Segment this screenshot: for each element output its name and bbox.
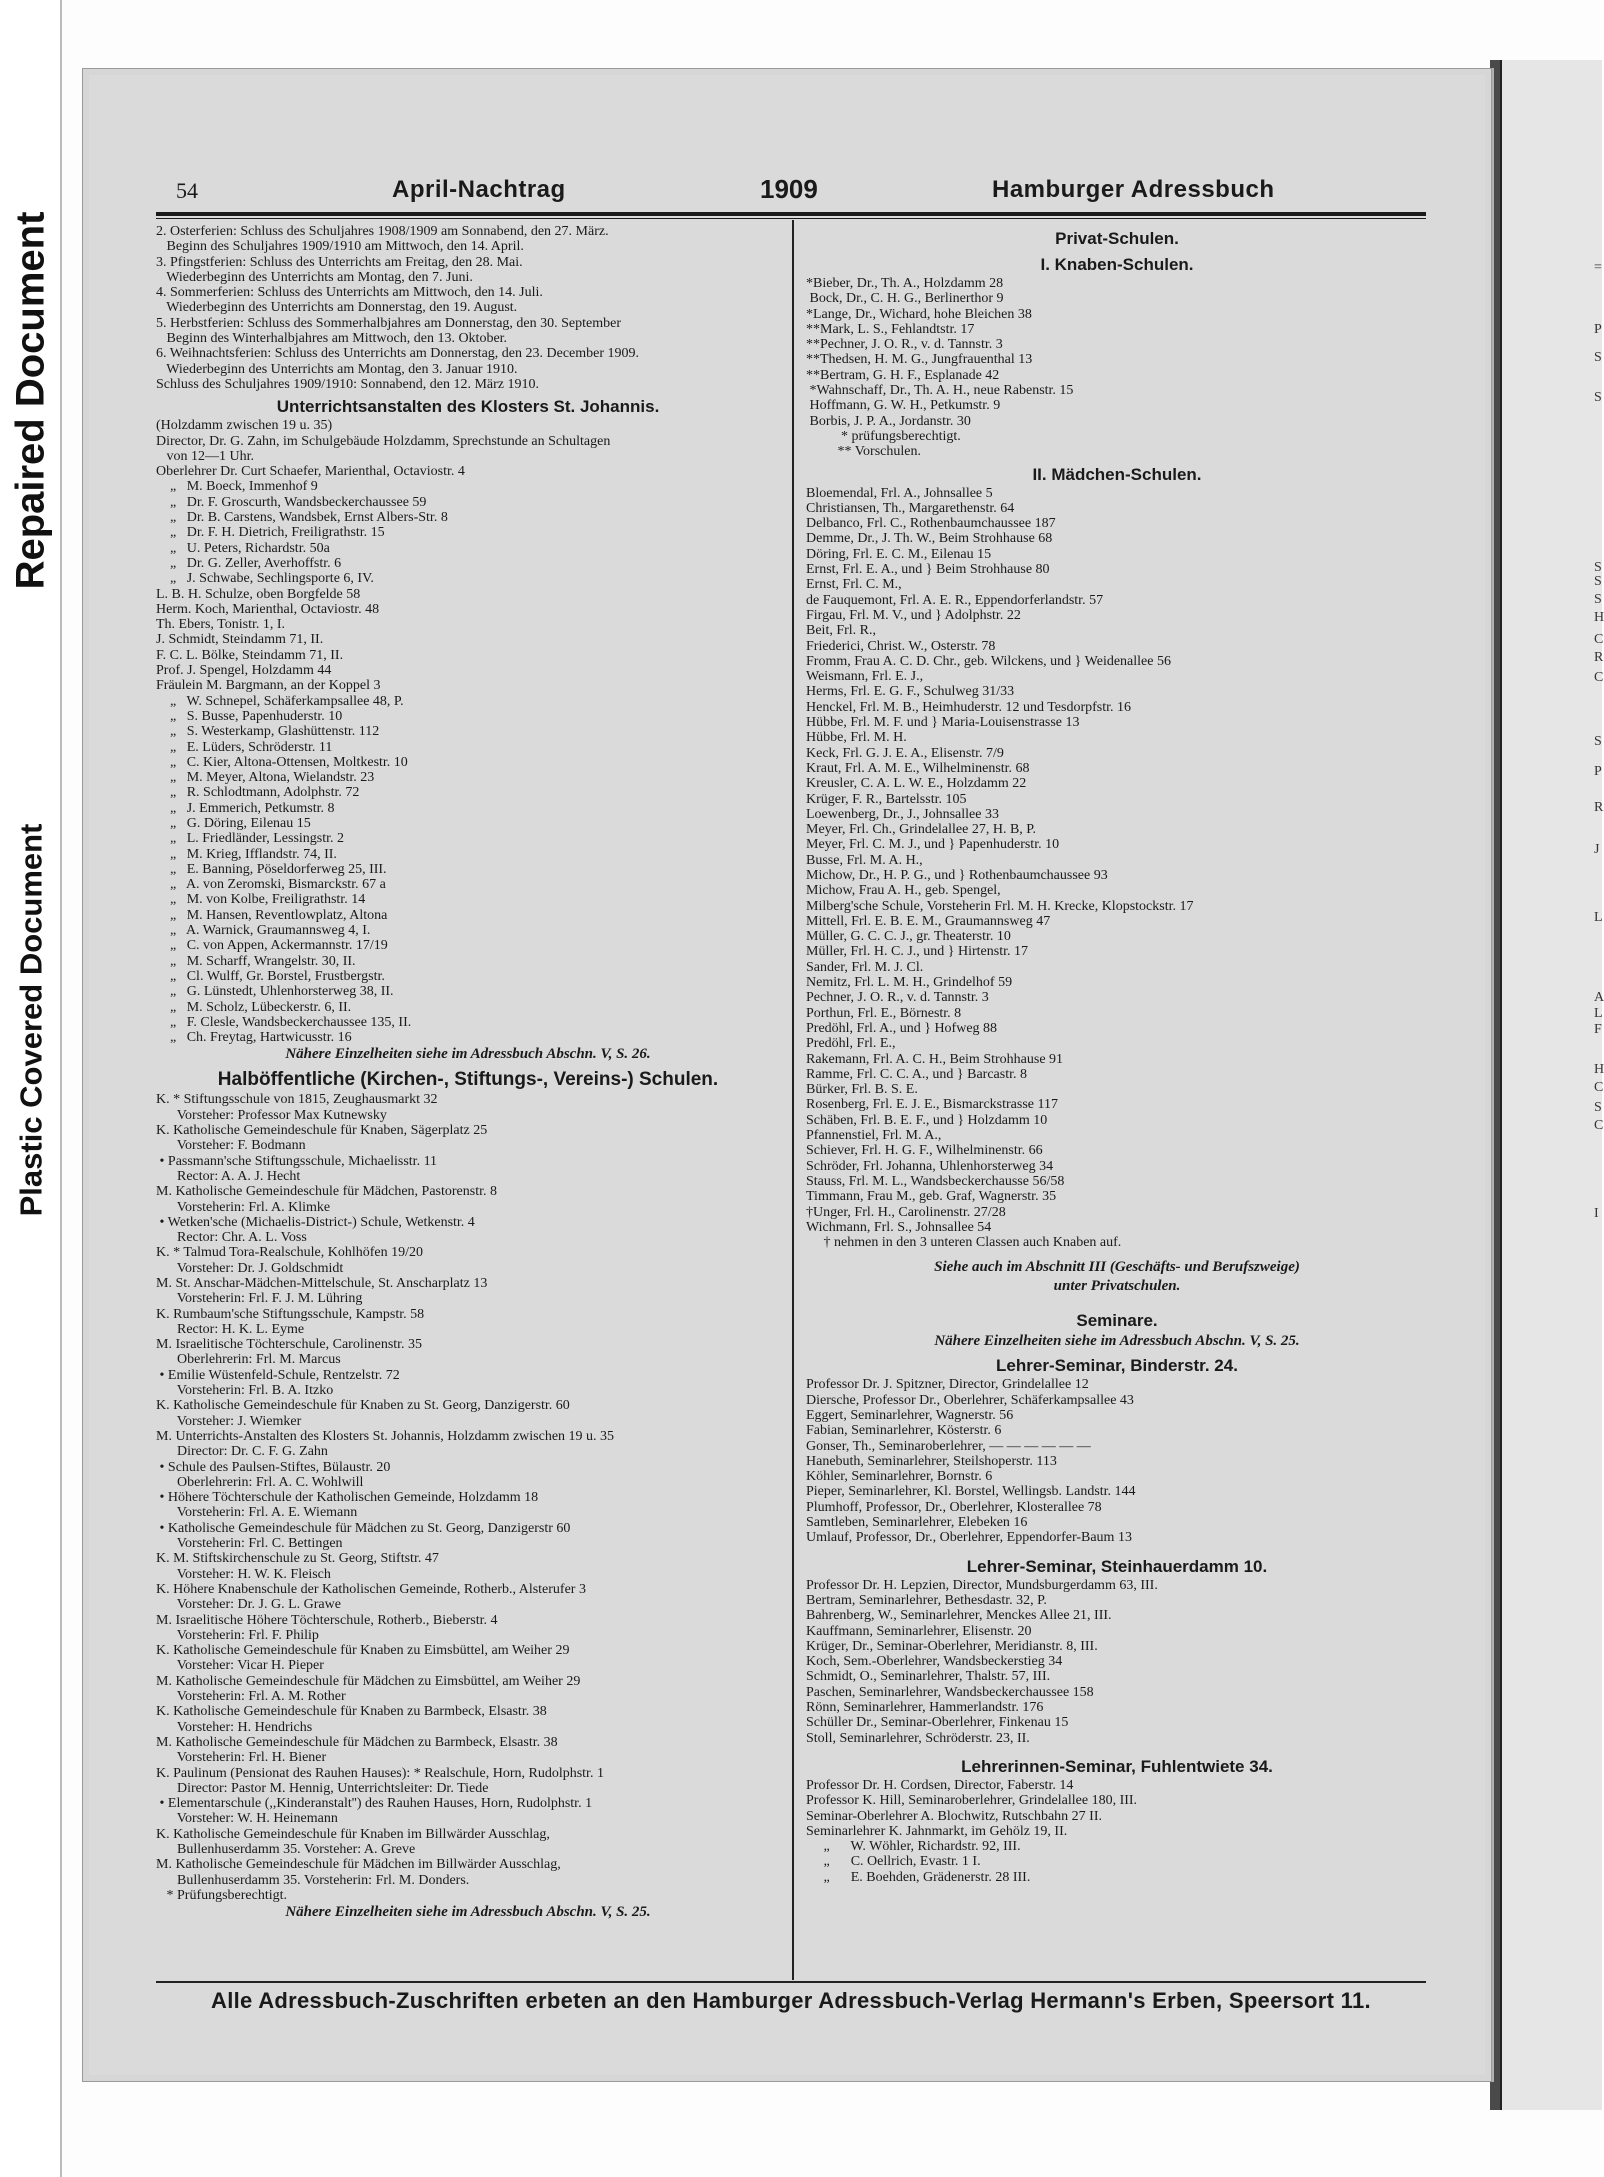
list-line: „ S. Westerkamp, Glashüttenstr. 112 bbox=[156, 724, 380, 740]
halboff-note: Nähere Einzelheiten siehe im Adressbuch Abschn. V, S. 25. bbox=[285, 1904, 651, 1921]
list-line: K. * Talmud Tora-Realschule, Kohlhöfen 19/20 bbox=[156, 1245, 423, 1261]
list-line: de Fauquemont, Frl. A. E. R., Eppendorferlandstr. 57 bbox=[806, 592, 1104, 608]
maedchen-list bbox=[806, 486, 1428, 1251]
list-line: Delbanco, Frl. C., Rothenbaumchaussee 187 bbox=[806, 516, 1056, 532]
list-line: L. B. H. Schulze, oben Borgfelde 58 bbox=[156, 586, 361, 602]
list-line: Meyer, Frl. Ch., Grindelallee 27, H. B, P. bbox=[806, 822, 1037, 838]
list-line: • Emilie Wüstenfeld-Schule, Rentzelstr. 72 bbox=[156, 1367, 400, 1383]
list-line: Predöhl, Frl. A., und } Hofweg 88 bbox=[806, 1020, 998, 1036]
list-line: „ M. Krieg, Ifflandstr. 74, II. bbox=[156, 846, 337, 862]
list-line: Vorsteherin: Frl. F. J. M. Lühring bbox=[156, 1291, 363, 1307]
list-line: K. * Stiftungsschule von 1815, Zeughausmarkt 32 bbox=[156, 1092, 438, 1108]
list-line: „ Dr. F. Groscurth, Wandsbeckerchaussee 59 bbox=[156, 494, 427, 510]
johannis-heading: Unterrichtsanstalten des Klosters St. Johannis. bbox=[276, 397, 660, 417]
list-line: *Bieber, Dr., Th. A., Holzdamm 28 bbox=[806, 276, 1004, 291]
list-line: Oberlehrer Dr. Curt Schaefer, Marienthal, Octaviostr. 4 bbox=[156, 464, 465, 480]
list-line: M. St. Anschar-Mädchen-Mittelschule, St. Anscharplatz 13 bbox=[156, 1276, 488, 1291]
list-line: Vorsteher: F. Bodmann bbox=[156, 1138, 306, 1154]
list-line: „ Ch. Freytag, Hartwicusstr. 16 bbox=[156, 1030, 352, 1046]
list-line: • Schule des Paulsen-Stiftes, Bülaustr. 20 bbox=[156, 1459, 391, 1475]
list-line: Vorsteherin: Frl. B. A. Itzko bbox=[156, 1383, 334, 1399]
list-line: „ M. Meyer, Altona, Wielandstr. 23 bbox=[156, 770, 375, 786]
list-line: „ M. Scharff, Wrangelstr. 30, II. bbox=[156, 953, 356, 969]
list-line: Schluss des Schuljahres 1909/1910: Sonnabend, den 12. März 1910. bbox=[156, 376, 540, 392]
header-rule-thin bbox=[156, 218, 1426, 219]
list-line: Vorsteher: W. H. Heinemann bbox=[156, 1811, 338, 1827]
privat-heading: Privat-Schulen. bbox=[1055, 229, 1179, 248]
list-line: „ Cl. Wulff, Gr. Borstel, Frustbergstr. bbox=[156, 968, 385, 984]
list-line: Hanebuth, Seminarlehrer, Steilshoperstr. 113 bbox=[806, 1453, 1057, 1469]
list-line: F. C. L. Bölke, Steindamm 71, II. bbox=[156, 647, 344, 663]
list-line: • Wetken'sche (Michaelis-District-) Schule, Wetkenstr. 4 bbox=[156, 1214, 475, 1230]
list-line: „ R. Schlodtmann, Adolphstr. 72 bbox=[156, 785, 360, 801]
list-line: K. Paulinum (Pensionat des Rauhen Hauses): * Realschule, Horn, Rudolphstr. 1 bbox=[156, 1765, 604, 1781]
list-line: Vorsteher: Vicar H. Pieper bbox=[156, 1658, 324, 1674]
list-line: Fabian, Seminarlehrer, Kösterstr. 6 bbox=[806, 1423, 1002, 1439]
list-line: „ L. Friedländer, Lessingstr. 2 bbox=[156, 831, 345, 847]
book-title: Hamburger Adressbuch bbox=[992, 176, 1275, 203]
list-line: „ J. Emmerich, Petkumstr. 8 bbox=[156, 800, 335, 816]
adjacent-page-fragment: R bbox=[1594, 800, 1604, 815]
adjacent-page-fragment: S bbox=[1594, 350, 1602, 365]
halboff-list bbox=[156, 1092, 780, 1903]
list-line: Samtleben, Seminarlehrer, Elebeken 16 bbox=[806, 1515, 1028, 1531]
list-line: Vorsteherin: Frl. C. Bettingen bbox=[156, 1536, 343, 1552]
page-number: 54 bbox=[176, 178, 198, 203]
adjacent-page-fragment: P bbox=[1594, 322, 1602, 337]
list-line: Vorsteher: Professor Max Kutnewsky bbox=[156, 1107, 387, 1123]
list-line: Umlauf, Professor, Dr., Oberlehrer, Eppendorfer-Baum 13 bbox=[806, 1530, 1132, 1546]
list-line: „ W. Wöhler, Richardstr. 92, III. bbox=[806, 1839, 1021, 1855]
list-line: Ernst, Frl. C. M., bbox=[806, 577, 902, 593]
list-line: * Prüfungsberechtigt. bbox=[156, 1887, 288, 1903]
adjacent-page-fragment: H bbox=[1594, 610, 1604, 625]
list-line: Director: Dr. C. F. G. Zahn bbox=[156, 1444, 328, 1460]
list-line: Weismann, Frl. E. J., bbox=[806, 669, 924, 685]
list-line: Predöhl, Frl. E., bbox=[806, 1036, 896, 1052]
list-line: Pechner, J. O. R., v. d. Tannstr. 3 bbox=[806, 990, 989, 1006]
list-line: Vorsteherin: Frl. A. M. Rother bbox=[156, 1689, 346, 1705]
list-line: Director: Pastor M. Hennig, Unterrichtsleiter: Dr. Tiede bbox=[156, 1780, 489, 1796]
repaired-document-text: Repaired Document bbox=[8, 211, 53, 589]
adjacent-page-fragment: A bbox=[1594, 990, 1604, 1005]
list-line: Vorsteher: J. Wiemker bbox=[156, 1413, 302, 1429]
list-line: Schäben, Frl. B. E. F., und } Holzdamm 10 bbox=[806, 1112, 1048, 1128]
list-line: Vorsteherin: Frl. H. Biener bbox=[156, 1750, 327, 1766]
page-title: April-Nachtrag bbox=[392, 176, 566, 203]
list-line: Bürker, Frl. B. S. E. bbox=[806, 1082, 918, 1098]
list-line: Vorsteher: H. W. K. Fleisch bbox=[156, 1566, 331, 1582]
list-line: 4. Sommerferien: Schluss des Unterrichts am Mittwoch, den 14. Juli. bbox=[156, 285, 543, 301]
list-line: „ M. Boeck, Immenhof 9 bbox=[156, 479, 318, 495]
lehrerinnen-heading: Lehrerinnen-Seminar, Fuhlentwiete 34. bbox=[961, 1756, 1273, 1776]
list-line: **Pechner, J. O. R., v. d. Tannstr. 3 bbox=[806, 337, 1003, 353]
list-line: Rosenberg, Frl. E. J. E., Bismarckstrasse 117 bbox=[806, 1097, 1058, 1113]
list-line: **Bertram, G. H. F., Esplanade 42 bbox=[806, 367, 1000, 383]
list-line: Michow, Frau A. H., geb. Spengel, bbox=[806, 883, 1001, 899]
adjacent-page-fragment: H bbox=[1594, 1062, 1604, 1077]
list-line: Th. Ebers, Tonistr. 1, I. bbox=[156, 617, 286, 633]
adjacent-page-fragment: L bbox=[1594, 910, 1603, 925]
lehrer1-heading: Lehrer-Seminar, Binderstr. 24. bbox=[996, 1356, 1238, 1376]
adjacent-page-fragment: I bbox=[1594, 1206, 1599, 1221]
plastic-covered-text: Plastic Covered Document bbox=[13, 823, 49, 1217]
list-line: M. Katholische Gemeindeschule für Mädchen im Billwärder Ausschlag, bbox=[156, 1857, 561, 1873]
list-line: Beginn des Winterhalbjahres am Mittwoch, den 13. Oktober. bbox=[156, 331, 508, 347]
seminare-heading: Seminare. bbox=[1076, 1311, 1158, 1331]
list-line: Professor Dr. J. Spitzner, Director, Grindelallee 12 bbox=[806, 1377, 1089, 1393]
list-line: Vorsteherin: Frl. F. Philip bbox=[156, 1627, 319, 1643]
list-line: Pfannenstiel, Frl. M. A., bbox=[806, 1128, 942, 1144]
privat-note-1: Siehe auch im Abschnitt III (Geschäfts- und Berufszweige) bbox=[934, 1259, 1300, 1276]
list-line: „ C. Oellrich, Evastr. 1 I. bbox=[806, 1854, 981, 1870]
list-line: Bertram, Seminarlehrer, Bethesdastr. 32, P. bbox=[806, 1592, 1047, 1608]
list-line: Mittell, Frl. E. B. E. M., Graumannsweg 47 bbox=[806, 913, 1051, 929]
list-line: Gonser, Th., Seminaroberlehrer, — — — — — — bbox=[806, 1438, 1091, 1454]
knaben-heading: I. Knaben-Schulen. bbox=[1040, 255, 1194, 274]
list-line: Milberg'sche Schule, Vorsteherin Frl. M. H. Krecke, Klopstockstr. 17 bbox=[806, 898, 1194, 914]
list-line: „ A. Warnick, Graumannsweg 4, I. bbox=[156, 923, 371, 939]
knaben-list bbox=[806, 276, 1428, 460]
lehrer2-list bbox=[806, 1578, 1428, 1746]
adjacent-page-fragment: S bbox=[1594, 592, 1602, 607]
adjacent-page-fragment: S bbox=[1594, 1100, 1602, 1115]
ferien-list bbox=[156, 224, 780, 392]
list-line: „ M. Scholz, Lübeckerstr. 6, II. bbox=[156, 999, 352, 1015]
list-line: K. M. Stiftskirchenschule zu St. Georg, Stiftstr. 47 bbox=[156, 1551, 439, 1567]
list-line: „ E. Lüders, Schröderstr. 11 bbox=[156, 739, 333, 755]
list-line: Borbis, J. P. A., Jordanstr. 30 bbox=[806, 413, 971, 429]
list-line: Stauss, Frl. M. L., Wandsbeckerchausse 56/58 bbox=[806, 1173, 1065, 1189]
list-line: • Passmann'sche Stiftungsschule, Michaelisstr. 11 bbox=[156, 1153, 438, 1169]
side-label-strip bbox=[0, 0, 62, 2177]
adjacent-page-fragment: J bbox=[1594, 842, 1600, 857]
adjacent-page-fragment: C bbox=[1594, 1118, 1604, 1133]
adjacent-page-fragment: = bbox=[1594, 260, 1602, 275]
list-line: M. Katholische Gemeindeschule für Mädchen zu Eimsbüttel, am Weiher 29 bbox=[156, 1673, 581, 1689]
list-line: Köhler, Seminarlehrer, Bornstr. 6 bbox=[806, 1469, 993, 1485]
list-line: Wiederbeginn des Unterrichts am Donnerstag, den 19. August. bbox=[156, 300, 518, 316]
list-line: Stoll, Seminarlehrer, Schröderstr. 23, II. bbox=[806, 1730, 1030, 1746]
adjacent-page-fragment: S bbox=[1594, 574, 1602, 589]
list-line: Bahrenberg, W., Seminarlehrer, Menckes Allee 21, III. bbox=[806, 1608, 1112, 1624]
list-line: Professor K. Hill, Seminaroberlehrer, Grindelallee 180, III. bbox=[806, 1793, 1138, 1809]
list-line: † nehmen in den 3 unteren Classen auch Knaben auf. bbox=[806, 1235, 1122, 1251]
halboff-heading: Halböffentliche (Kirchen-, Stiftungs-, Vereins-) Schulen. bbox=[217, 1069, 719, 1091]
adjacent-page-fragment: S bbox=[1594, 390, 1602, 405]
list-line: Eggert, Seminarlehrer, Wagnerstr. 56 bbox=[806, 1408, 1014, 1423]
adjacent-page-edge bbox=[1500, 60, 1602, 2110]
list-line: „ M. von Kolbe, Freiligrathstr. 14 bbox=[156, 892, 366, 908]
list-line: Kauffmann, Seminarlehrer, Elisenstr. 20 bbox=[806, 1623, 1032, 1639]
list-line: M. Unterrichts-Anstalten des Klosters St. Johannis, Holzdamm zwischen 19 u. 35 bbox=[156, 1428, 615, 1444]
list-line: Henckel, Frl. M. B., Heimhuderstr. 12 und Tesdorpfstr. 16 bbox=[806, 699, 1132, 715]
list-line: Busse, Frl. M. A. H., bbox=[806, 852, 923, 868]
list-line: Meyer, Frl. C. M. J., und } Papenhuderstr. 10 bbox=[806, 837, 1060, 853]
list-line: Müller, G. C. C. J., gr. Theaterstr. 10 bbox=[806, 929, 1011, 945]
list-line: K. Höhere Knabenschule der Katholischen Gemeinde, Rotherb., Alsterufer 3 bbox=[156, 1581, 586, 1597]
list-line: Kraut, Frl. A. M. E., Wilhelminenstr. 68 bbox=[806, 760, 1030, 776]
footer-rule bbox=[156, 1981, 1426, 1983]
list-line: „ Dr. F. H. Dietrich, Freiligrathstr. 15 bbox=[156, 525, 385, 541]
list-line: K. Rumbaum'sche Stiftungsschule, Kampstr. 58 bbox=[156, 1306, 425, 1322]
seminare-note: Nähere Einzelheiten siehe im Adressbuch Abschn. V, S. 25. bbox=[934, 1333, 1300, 1350]
page-header bbox=[176, 172, 1426, 212]
list-line: ** Vorschulen. bbox=[806, 444, 921, 460]
list-line: Rector: Chr. A. L. Voss bbox=[156, 1230, 307, 1246]
list-line: **Mark, L. S., Fehlandtstr. 17 bbox=[806, 321, 975, 337]
list-line: Hübbe, Frl. M. H. bbox=[806, 730, 907, 746]
list-line: Seminar-Oberlehrer A. Blochwitz, Rutschbahn 27 II. bbox=[806, 1808, 1102, 1824]
list-line: „ S. Busse, Papenhuderstr. 10 bbox=[156, 708, 343, 724]
list-line: „ Dr. G. Zeller, Averhoffstr. 6 bbox=[156, 555, 342, 571]
list-line: K. Katholische Gemeindeschule für Knaben im Billwärder Ausschlag, bbox=[156, 1826, 550, 1842]
list-line: Seminarlehrer K. Jahnmarkt, im Gehölz 19, II. bbox=[806, 1823, 1068, 1839]
plastic-covered-label bbox=[6, 810, 56, 1230]
privat-note-2: unter Privatschulen. bbox=[1053, 1278, 1181, 1295]
adjacent-page-fragment: S bbox=[1594, 734, 1602, 749]
list-line: Müller, Frl. H. C. J., und } Hirtenstr. 17 bbox=[806, 944, 1028, 960]
list-line: Vorsteher: Dr. J. G. L. Grawe bbox=[156, 1597, 341, 1613]
adjacent-page-fragment: S bbox=[1594, 560, 1602, 575]
list-line: Schröder, Frl. Johanna, Uhlenhorsterweg 34 bbox=[806, 1158, 1054, 1174]
list-line: (Holzdamm zwischen 19 u. 35) bbox=[156, 418, 333, 434]
list-line: Ernst, Frl. E. A., und } Beim Strohhause 80 bbox=[806, 562, 1050, 578]
list-line: Professor Dr. H. Cordsen, Director, Faberstr. 14 bbox=[806, 1777, 1074, 1793]
list-line: von 12—1 Uhr. bbox=[156, 448, 254, 464]
list-line: „ W. Schnepel, Schäferkampsallee 48, P. bbox=[156, 693, 404, 709]
adjacent-page-fragment: C bbox=[1594, 670, 1604, 685]
list-line: * prüfungsberechtigt. bbox=[806, 428, 961, 444]
list-line: Rönn, Seminarlehrer, Hammerlandstr. 176 bbox=[806, 1700, 1044, 1716]
page-year: 1909 bbox=[760, 174, 818, 204]
list-line: „ G. Döring, Eilenau 15 bbox=[156, 815, 311, 831]
list-line: 6. Weihnachtsferien: Schluss des Unterrichts am Donnerstag, den 23. December 1909. bbox=[156, 346, 640, 362]
list-line: Hübbe, Frl. M. F. und } Maria-Louisenstrasse 13 bbox=[806, 715, 1080, 731]
list-line: Rakemann, Frl. A. C. H., Beim Strohhause 91 bbox=[806, 1051, 1064, 1067]
list-line: 3. Pfingstferien: Schluss des Unterrichts am Freitag, den 28. Mai. bbox=[156, 254, 523, 270]
adjacent-page-fragment: L bbox=[1594, 1006, 1603, 1021]
list-line: Nemitz, Frl. L. M. H., Grindelhof 59 bbox=[806, 975, 1013, 991]
lehrer2-heading: Lehrer-Seminar, Steinhauerdamm 10. bbox=[966, 1556, 1268, 1576]
list-line: „ M. Hansen, Reventlowplatz, Altona bbox=[156, 907, 388, 923]
list-line: Schmidt, O., Seminarlehrer, Thalstr. 57, III. bbox=[806, 1669, 1051, 1685]
list-line: Hoffmann, G. W. H., Petkumstr. 9 bbox=[806, 398, 1001, 414]
lehrerinnen-list bbox=[806, 1778, 1428, 1885]
list-line: *Lange, Dr., Wichard, hohe Bleichen 38 bbox=[806, 306, 1032, 322]
list-line: Herms, Frl. E. G. F., Schulweg 31/33 bbox=[806, 684, 1015, 700]
list-line: Schüller Dr., Seminar-Oberlehrer, Finkenau 15 bbox=[806, 1715, 1069, 1731]
list-line: J. Schmidt, Steindamm 71, II. bbox=[156, 632, 324, 648]
left-column bbox=[156, 224, 780, 1922]
list-line: „ U. Peters, Richardstr. 50a bbox=[156, 540, 330, 556]
list-line: Wiederbeginn des Unterrichts am Montag, den 3. Januar 1910. bbox=[156, 361, 518, 377]
list-line: K. Katholische Gemeindeschule für Knaben zu St. Georg, Danzigerstr. 60 bbox=[156, 1398, 570, 1414]
list-line: Keck, Frl. G. J. E. A., Elisenstr. 7/9 bbox=[806, 745, 1004, 761]
lehrer1-list bbox=[806, 1377, 1428, 1545]
list-line: Kreusler, C. A. L. W. E., Holzdamm 22 bbox=[806, 776, 1027, 792]
list-line: Demme, Dr., J. Th. W., Beim Strohhause 68 bbox=[806, 531, 1053, 547]
list-line: Fräulein M. Bargmann, an der Koppel 3 bbox=[156, 678, 381, 694]
list-line: Bullenhuserdamm 35. Vorsteherin: Frl. M. Donders. bbox=[156, 1872, 470, 1888]
adjacent-page-fragment: R bbox=[1594, 650, 1604, 665]
list-line: „ E. Banning, Pöseldorferweg 25, III. bbox=[156, 861, 387, 877]
list-line: „ C. von Appen, Ackermannstr. 17/19 bbox=[156, 938, 388, 954]
list-line: • Elementarschule (,,Kinderanstalt'') des Rauhen Hauses, Horn, Rudolphstr. 1 bbox=[156, 1796, 593, 1812]
list-line: • Katholische Gemeindeschule für Mädchen zu St. Georg, Danzigerstr 60 bbox=[156, 1520, 571, 1536]
johannis-note: Nähere Einzelheiten siehe im Adressbuch Abschn. V, S. 26. bbox=[285, 1046, 651, 1063]
list-line: M. Israelitische Töchterschule, Carolinenstr. 35 bbox=[156, 1337, 423, 1353]
list-line: Prof. J. Spengel, Holzdamm 44 bbox=[156, 663, 332, 679]
header-rule bbox=[156, 212, 1426, 216]
list-line: Vorsteherin: Frl. A. Klimke bbox=[156, 1199, 331, 1215]
list-line: Krüger, F. R., Bartelsstr. 105 bbox=[806, 791, 967, 807]
list-line: „ E. Boehden, Grädenerstr. 28 III. bbox=[806, 1869, 1031, 1885]
maedchen-heading: II. Mädchen-Schulen. bbox=[1032, 464, 1202, 484]
johannis-list bbox=[156, 418, 780, 1045]
list-line: Firgau, Frl. M. V., und } Adolphstr. 22 bbox=[806, 607, 1021, 623]
list-line: Christiansen, Th., Margarethenstr. 64 bbox=[806, 500, 1015, 516]
list-line: Oberlehrerin: Frl. M. Marcus bbox=[156, 1352, 341, 1368]
list-line: M. Katholische Gemeindeschule für Mädchen zu Barmbeck, Elsastr. 38 bbox=[156, 1734, 558, 1750]
strip-edge-divider bbox=[60, 0, 62, 2177]
list-line: Bock, Dr., C. H. G., Berlinerthor 9 bbox=[806, 291, 1004, 307]
list-line: Loewenberg, Dr., J., Johnsallee 33 bbox=[806, 806, 999, 822]
list-line: Bullenhuserdamm 35. Vorsteher: A. Greve bbox=[156, 1841, 416, 1857]
list-line: K. Katholische Gemeindeschule für Knaben zu Eimsbüttel, am Weiher 29 bbox=[156, 1643, 570, 1659]
list-line: 2. Osterferien: Schluss des Schuljahres 1908/1909 am Sonnabend, den 27. März. bbox=[156, 224, 609, 239]
list-line: Krüger, Dr., Seminar-Oberlehrer, Meridianstr. 8, III. bbox=[806, 1638, 1098, 1654]
list-line: Michow, Dr., H. P. G., und } Rothenbaumchaussee 93 bbox=[806, 867, 1108, 883]
list-line: Ramme, Frl. C. C. A., und } Barcastr. 8 bbox=[806, 1066, 1027, 1082]
list-line: Porthun, Frl. E., Börnestr. 8 bbox=[806, 1005, 962, 1021]
list-line: „ A. von Zeromski, Bismarckstr. 67 a bbox=[156, 877, 386, 893]
adjacent-page-fragment: F bbox=[1594, 1022, 1602, 1037]
list-line: M. Katholische Gemeindeschule für Mädchen, Pastorenstr. 8 bbox=[156, 1184, 497, 1200]
list-line: Vorsteher: Dr. J. Goldschmidt bbox=[156, 1260, 344, 1276]
list-line: Wichmann, Frl. S., Johnsallee 54 bbox=[806, 1219, 992, 1235]
right-column bbox=[806, 224, 1428, 1885]
list-line: Rector: H. K. L. Eyme bbox=[156, 1321, 305, 1337]
adjacent-page-fragment: C bbox=[1594, 632, 1604, 647]
list-line: Oberlehrerin: Frl. A. C. Wohlwill bbox=[156, 1474, 364, 1490]
list-line: Pieper, Seminarlehrer, Kl. Borstel, Wellingsb. Landstr. 144 bbox=[806, 1484, 1136, 1500]
list-line: Diersche, Professor Dr., Oberlehrer, Schäferkampsallee 43 bbox=[806, 1392, 1134, 1408]
list-line: Bloemendal, Frl. A., Johnsallee 5 bbox=[806, 485, 993, 501]
list-line: K. Katholische Gemeindeschule für Knaben, Sägerplatz 25 bbox=[156, 1123, 488, 1139]
list-line: **Thedsen, H. M. G., Jungfrauenthal 13 bbox=[806, 352, 1033, 368]
list-line: Döring, Frl. E. C. M., Eilenau 15 bbox=[806, 546, 992, 562]
list-line: Beginn des Schuljahres 1909/1910 am Mittwoch, den 14. April. bbox=[156, 239, 524, 255]
page-footer: Alle Adressbuch-Zuschriften erbeten an den Hamburger Adressbuch-Verlag Hermann's Erben, Speersort 11. bbox=[211, 1988, 1371, 2013]
list-line: „ G. Lünstedt, Uhlenhorsterweg 38, II. bbox=[156, 984, 394, 1000]
list-line: Schiever, Frl. H. G. F., Wilhelminenstr. 66 bbox=[806, 1143, 1043, 1159]
list-line: Beit, Frl. R., bbox=[806, 623, 877, 639]
column-divider bbox=[792, 220, 794, 1980]
list-line: „ Dr. B. Carstens, Wandsbek, Ernst Albers-Str. 8 bbox=[156, 510, 448, 526]
list-line: Vorsteherin: Frl. A. E. Wiemann bbox=[156, 1505, 358, 1521]
adjacent-page-fragment: C bbox=[1594, 1080, 1604, 1095]
list-line: Vorsteher: H. Hendrichs bbox=[156, 1719, 313, 1735]
list-line: „ J. Schwabe, Sechlingsporte 6, IV. bbox=[156, 571, 374, 587]
list-line: „ F. Clesle, Wandsbeckerchaussee 135, II. bbox=[156, 1014, 412, 1030]
list-line: Professor Dr. H. Lepzien, Director, Mundsburgerdamm 63, III. bbox=[806, 1577, 1158, 1593]
list-line: Koch, Sem.-Oberlehrer, Wandsbeckerstieg 34 bbox=[806, 1654, 1063, 1670]
list-line: • Höhere Töchterschule der Katholischen Gemeinde, Holzdamm 18 bbox=[156, 1490, 539, 1506]
list-line: M. Israelitische Höhere Töchterschule, Rotherb., Bieberstr. 4 bbox=[156, 1612, 498, 1628]
list-line: Herm. Koch, Marienthal, Octaviostr. 48 bbox=[156, 601, 380, 617]
list-line: Paschen, Seminarlehrer, Wandsbeckerchaussee 158 bbox=[806, 1684, 1094, 1700]
repaired-document-label bbox=[6, 120, 56, 680]
list-line: Timmann, Frau M., geb. Graf, Wagnerstr. 35 bbox=[806, 1189, 1057, 1205]
list-line: Rector: A. A. J. Hecht bbox=[156, 1168, 301, 1184]
list-line: Sander, Frl. M. J. Cl. bbox=[806, 959, 924, 975]
list-line: Wiederbeginn des Unterrichts am Montag, den 7. Juni. bbox=[156, 269, 473, 285]
list-line: „ C. Kier, Altona-Ottensen, Moltkestr. 10 bbox=[156, 754, 408, 770]
list-line: Plumhoff, Professor, Dr., Oberlehrer, Klosterallee 78 bbox=[806, 1499, 1102, 1515]
list-line: *Wahnschaff, Dr., Th. A. H., neue Rabenstr. 15 bbox=[806, 383, 1074, 399]
list-line: Friederici, Christ. W., Osterstr. 78 bbox=[806, 638, 996, 654]
list-line: †Unger, Frl. H., Carolinenstr. 27/28 bbox=[806, 1204, 1006, 1220]
adjacent-page-fragment: P bbox=[1594, 764, 1602, 779]
list-line: Fromm, Frau A. C. D. Chr., geb. Wilckens, und } Weidenallee 56 bbox=[806, 653, 1171, 669]
list-line: Director, Dr. G. Zahn, im Schulgebäude Holzdamm, Sprechstunde an Schultagen bbox=[156, 433, 611, 449]
list-line: K. Katholische Gemeindeschule für Knaben zu Barmbeck, Elsastr. 38 bbox=[156, 1704, 547, 1720]
list-line: 5. Herbstferien: Schluss des Sommerhalbjahres am Donnerstag, den 30. September bbox=[156, 315, 622, 331]
